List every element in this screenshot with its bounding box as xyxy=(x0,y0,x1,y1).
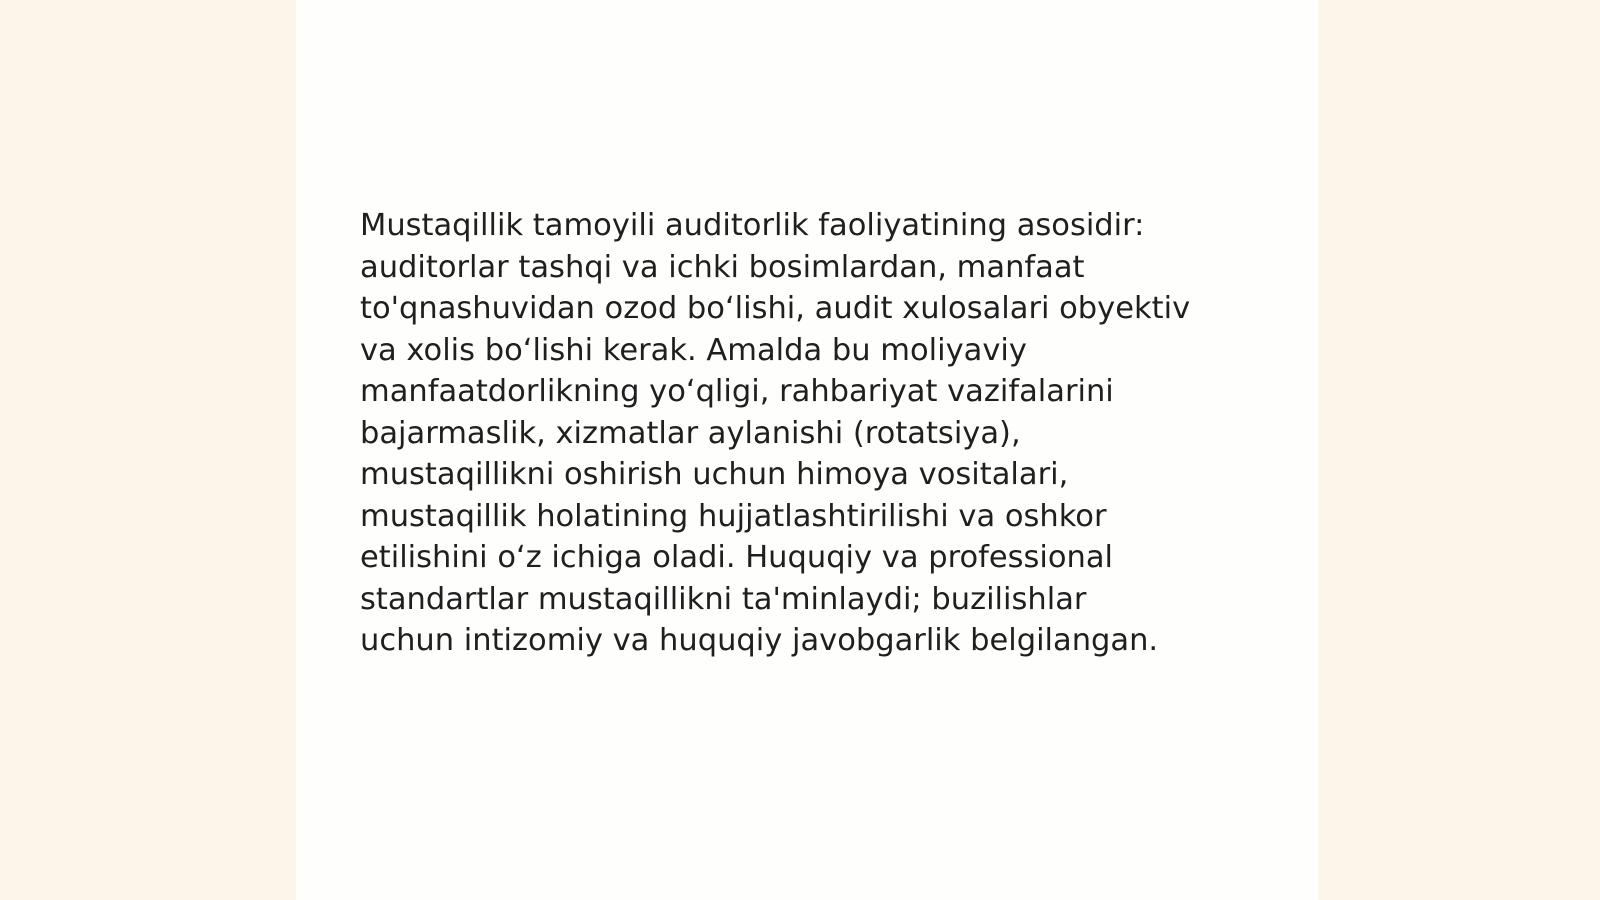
slide-body-paragraph: Mustaqillik tamoyili auditorlik faoliyatining asosidir: auditorlar tashqi va ichki bosimlardan, manfaat to'qnashuvidan ozod boʻlishi, audit xulosalari obyektiv va xolis boʻlishi kerak. Amalda bu moliyaviy manfaatdorlikning yoʻqligi, rahbariyat vazifalarini bajarmaslik, xizmatlar aylanishi (rotatsiya), mustaqillikni oshirish uchun himoya vositalari, mustaqillik holatining hujjatlashtirilishi va oshkor etilishini oʻz ichiga oladi. Huquqiy va professional standartlar mustaqillikni ta'minlaydi; buzilishlar uchun intizomiy va huquqiy javobgarlik belgilangan. xyxy=(360,208,1191,658)
slide-panel xyxy=(296,0,1318,900)
left-background-margin xyxy=(0,0,296,900)
right-background-margin xyxy=(1318,0,1600,900)
